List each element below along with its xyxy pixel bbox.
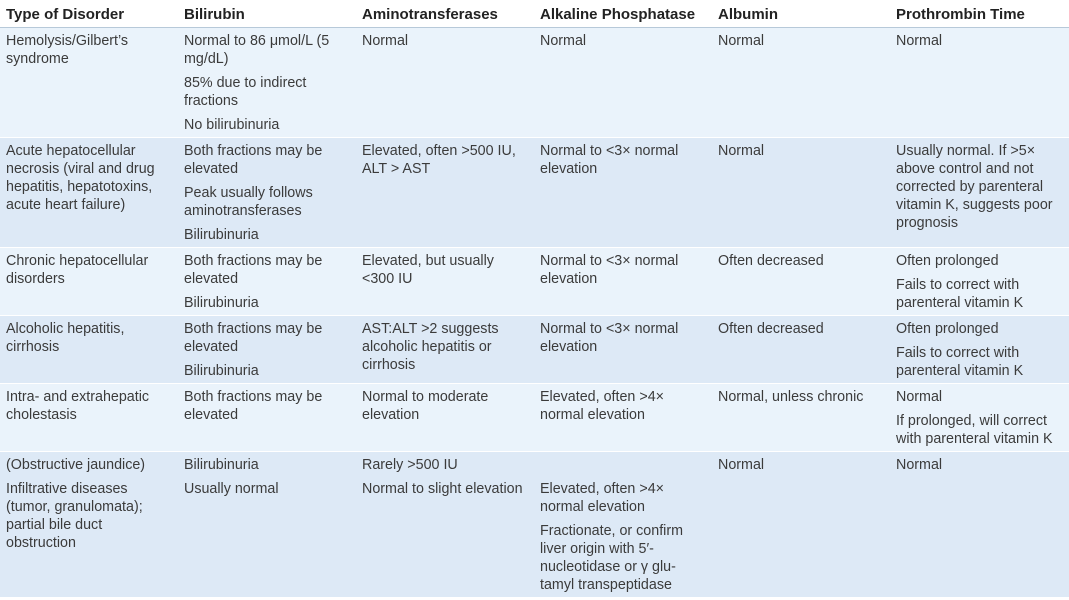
cell-text: Normal to 86 μmol/L (5 mg/dL) xyxy=(184,33,330,67)
cell-text: Often prolonged xyxy=(896,253,999,269)
cell-text: Elevated, often >4× normal elevation xyxy=(540,481,665,515)
cell-prothrombin-time xyxy=(890,138,1069,248)
header-albumin: Albumin xyxy=(712,0,890,28)
cell-albumin xyxy=(712,452,890,598)
cell-text: (Obstructive jaundice) xyxy=(6,457,146,473)
header-prothrombin-time: Prothrombin Time xyxy=(890,0,1069,28)
cell-text: Both fractions may be elevated xyxy=(184,143,323,177)
cell-bilirubin xyxy=(178,452,356,598)
cell-text: Elevated, but usually <300 IU xyxy=(362,253,494,287)
cell-text xyxy=(540,456,706,474)
cell-type-of-disorder xyxy=(0,384,178,452)
cell-text: Fails to correct with parenteral vitamin K xyxy=(896,345,1024,379)
cell-aminotransferases xyxy=(356,138,534,248)
cell-text: If prolonged, will correct with parenteral vitamin K xyxy=(896,413,1053,447)
cell-albumin xyxy=(712,248,890,316)
cell-text: Normal to moderate elevation xyxy=(362,389,489,423)
cell-text: Bilirubinuria xyxy=(184,457,259,473)
cell-text: Normal to slight elevation xyxy=(362,481,523,497)
cell-bilirubin xyxy=(178,138,356,248)
cell-bilirubin xyxy=(178,28,356,138)
cell-text: Often decreased xyxy=(718,253,824,269)
table-row xyxy=(0,28,1069,138)
cell-text: Normal to <3× normal elevation xyxy=(540,321,679,355)
table-body xyxy=(0,28,1069,598)
cell-text: Both fractions may be elevated xyxy=(184,389,323,423)
cell-text: Elevated, often >500 IU, ALT > AST xyxy=(362,143,516,177)
cell-type-of-disorder xyxy=(0,28,178,138)
cell-albumin xyxy=(712,384,890,452)
cell-aminotransferases xyxy=(356,28,534,138)
table-header xyxy=(0,0,1069,28)
cell-albumin xyxy=(712,316,890,384)
cell-text: 85% due to indirect fractions xyxy=(184,75,307,109)
cell-type-of-disorder xyxy=(0,316,178,384)
cell-text: Elevated, often >4× normal elevation xyxy=(540,389,665,423)
cell-aminotransferases xyxy=(356,384,534,452)
cell-aminotransferases xyxy=(356,248,534,316)
cell-text: AST:ALT >2 suggests alcoholic hepatitis or cirrhosis xyxy=(362,321,499,373)
cell-text: Normal xyxy=(362,33,409,49)
cell-text: Peak usually follows aminotransferases xyxy=(184,185,313,219)
cell-prothrombin-time xyxy=(890,452,1069,598)
table-row xyxy=(0,316,1069,384)
cell-text: Hemolysis/Gilbert’s syndrome xyxy=(6,33,129,67)
cell-prothrombin-time xyxy=(890,248,1069,316)
header-aminotransferases: Aminotransferases xyxy=(356,0,534,28)
cell-text: Both fractions may be elevated xyxy=(184,253,323,287)
cell-text: Intra- and extrahepatic cholestasis xyxy=(6,389,150,423)
cell-text: Normal xyxy=(540,33,587,49)
cell-bilirubin xyxy=(178,316,356,384)
cell-text: Often decreased xyxy=(718,321,824,337)
cell-aminotransferases xyxy=(356,316,534,384)
cell-text: Normal to <3× normal elevation xyxy=(540,253,679,287)
cell-text: Normal xyxy=(896,389,943,405)
cell-text: Often prolonged xyxy=(896,321,999,337)
cell-bilirubin xyxy=(178,384,356,452)
cell-alkaline-phosphatase xyxy=(534,316,712,384)
header-alkaline-phosphatase: Alkaline Phosphatase xyxy=(534,0,712,28)
cell-prothrombin-time xyxy=(890,28,1069,138)
cell-alkaline-phosphatase xyxy=(534,384,712,452)
cell-alkaline-phosphatase xyxy=(534,248,712,316)
cell-text: Bilirubinuria xyxy=(184,295,259,311)
cell-type-of-disorder xyxy=(0,248,178,316)
cell-text: Normal xyxy=(896,33,943,49)
cell-text: Normal xyxy=(896,457,943,473)
cell-text: Infiltrative diseases (tumor, granulomata); partial bile duct obstruction xyxy=(6,481,143,551)
cell-text: No bilirubinuria xyxy=(184,117,280,133)
table-row xyxy=(0,248,1069,316)
cell-text: Fractionate, or confirm liver origin with 5′-nucleotidase or γ glu-tamyl transpeptidase xyxy=(540,523,684,593)
header-bilirubin: Bilirubin xyxy=(178,0,356,28)
cell-text: Bilirubinuria xyxy=(184,227,259,243)
cell-text: Bilirubinuria xyxy=(184,363,259,379)
cell-aminotransferases xyxy=(356,452,534,598)
cell-text: Chronic hepatocellular disorders xyxy=(6,253,149,287)
cell-alkaline-phosphatase xyxy=(534,28,712,138)
cell-text: Alcoholic hepatitis, cirrhosis xyxy=(6,321,125,355)
header-type-of-disorder: Type of Disorder xyxy=(0,0,178,28)
table-row xyxy=(0,452,1069,598)
cell-type-of-disorder xyxy=(0,452,178,598)
cell-text: Both fractions may be elevated xyxy=(184,321,323,355)
cell-text: Acute hepatocellular necrosis (viral and drug hepatitis, hepatotoxins, acute heart failure) xyxy=(6,143,155,213)
cell-prothrombin-time xyxy=(890,384,1069,452)
cell-text: Normal xyxy=(718,457,765,473)
cell-text: Fails to correct with parenteral vitamin K xyxy=(896,277,1024,311)
cell-prothrombin-time xyxy=(890,316,1069,384)
table-row xyxy=(0,384,1069,452)
cell-bilirubin xyxy=(178,248,356,316)
cell-text: Usually normal. If >5× above control and not corrected by parenteral vitamin K, suggests poor prognosis xyxy=(896,143,1053,231)
cell-albumin xyxy=(712,28,890,138)
cell-albumin xyxy=(712,138,890,248)
cell-text: Normal to <3× normal elevation xyxy=(540,143,679,177)
cell-text: Usually normal xyxy=(184,481,279,497)
table-row xyxy=(0,138,1069,248)
cell-text: Normal, unless chronic xyxy=(718,389,864,405)
header-row xyxy=(0,0,1069,28)
cell-alkaline-phosphatase xyxy=(534,452,712,598)
cell-text: Rarely >500 IU xyxy=(362,457,458,473)
cell-text: Normal xyxy=(718,143,765,159)
cell-type-of-disorder xyxy=(0,138,178,248)
cell-text: Normal xyxy=(718,33,765,49)
cell-alkaline-phosphatase xyxy=(534,138,712,248)
